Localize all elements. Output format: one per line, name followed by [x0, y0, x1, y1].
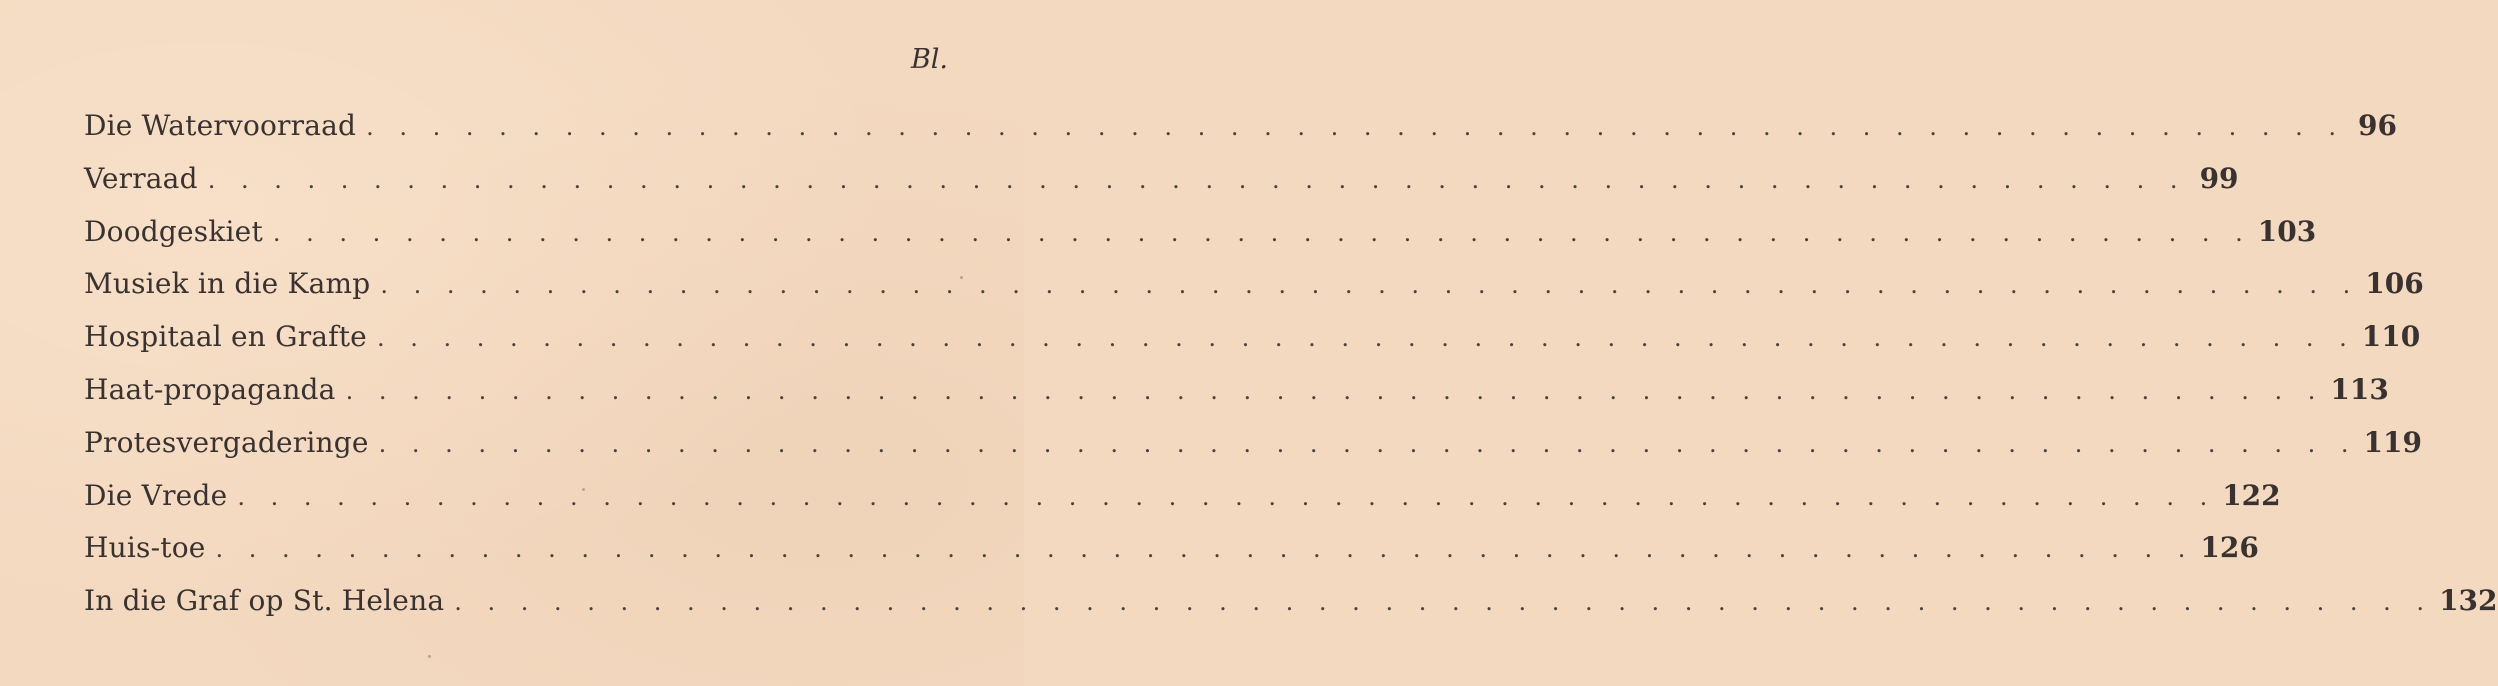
toc-entry [84, 258, 2424, 311]
toc-entry [84, 417, 2422, 470]
toc-entry-page-number: 110 [2361, 320, 2421, 354]
toc-entry-title: Huis-toe [84, 531, 206, 565]
toc-entry [84, 153, 2239, 206]
toc-entry [84, 100, 2397, 153]
toc-entry [84, 364, 2389, 417]
toc-entry [84, 470, 2281, 523]
toc-entry-title: Doodgeskiet [84, 214, 263, 248]
page-column-label: Bl. [910, 44, 948, 75]
toc-entry-page-number: 96 [2358, 109, 2397, 142]
toc-entry-title: In die Graf op St. Helena [84, 584, 445, 618]
dot-leader: . . . . . . . . . . . . . . . . . . . . . . . . . . . . . . . . . . . . . . . . . . . . . . . . . . . . . . . . . . . . [237, 482, 2217, 511]
dot-leader: . . . . . . . . . . . . . . . . . . . . . . . . . . . . . . . . . . . . . . . . . . . . . . . . . . . . . . . . . . . . [380, 271, 2360, 300]
paper-speck [428, 655, 431, 658]
toc-entry-page-number: 103 [2257, 214, 2317, 248]
toc-entry-page-number: 122 [2222, 478, 2281, 512]
dot-leader: . . . . . . . . . . . . . . . . . . . . . . . . . . . . . . . . . . . . . . . . . . . . . . . . . . . . . . . . . . . . [454, 588, 2434, 617]
paper-speck [960, 276, 963, 279]
toc-entry-page-number: 106 [2365, 267, 2424, 301]
toc-entry [84, 575, 2498, 628]
dot-leader: . . . . . . . . . . . . . . . . . . . . . . . . . . . . . . . . . . . . . . . . . . . . . . . . . . . . . . . . . . . . [215, 535, 2195, 564]
toc-entry-page-number: 119 [2363, 425, 2422, 459]
paper-speck [582, 488, 585, 491]
toc-entry-page-number: 132 [2439, 584, 2498, 618]
dot-leader: . . . . . . . . . . . . . . . . . . . . . . . . . . . . . . . . . . . . . . . . . . . . . . . . . . . . . . . . . . . . [207, 165, 2187, 194]
toc-entry [84, 522, 2259, 575]
toc-entry-title: Die Watervoorraad [84, 109, 357, 142]
toc-entry-title: Musiek in die Kamp [84, 267, 371, 301]
toc-entry-page-number: 113 [2330, 372, 2389, 406]
toc-entry-title: Haat-propaganda [84, 372, 336, 406]
toc-entry-title: Verraad [84, 161, 198, 195]
toc-entry-title: Protesvergaderinge [84, 425, 369, 459]
dot-leader: . . . . . . . . . . . . . . . . . . . . . . . . . . . . . . . . . . . . . . . . . . . . . . . . . . . . . . . . . . . . [345, 376, 2325, 405]
dot-leader: . . . . . . . . . . . . . . . . . . . . . . . . . . . . . . . . . . . . . . . . . . . . . . . . . . . . . . . . . . . . [272, 218, 2252, 247]
dot-leader: . . . . . . . . . . . . . . . . . . . . . . . . . . . . . . . . . . . . . . . . . . . . . . . . . . . . . . . . . . . . [378, 429, 2358, 458]
table-of-contents [84, 100, 2498, 628]
dot-leader: . . . . . . . . . . . . . . . . . . . . . . . . . . . . . . . . . . . . . . . . . . . . . . . . . . . . . . . . . . . . [366, 113, 2345, 141]
toc-entry-page-number: 99 [2199, 161, 2239, 195]
toc-entry [84, 206, 2317, 259]
toc-entry [84, 311, 2421, 364]
toc-entry-page-number: 126 [2200, 531, 2259, 565]
toc-entry-title: Hospitaal en Grafte [84, 320, 367, 354]
toc-entry-title: Die Vrede [84, 478, 228, 512]
dot-leader: . . . . . . . . . . . . . . . . . . . . . . . . . . . . . . . . . . . . . . . . . . . . . . . . . . . . . . . . . . . . [376, 324, 2356, 353]
